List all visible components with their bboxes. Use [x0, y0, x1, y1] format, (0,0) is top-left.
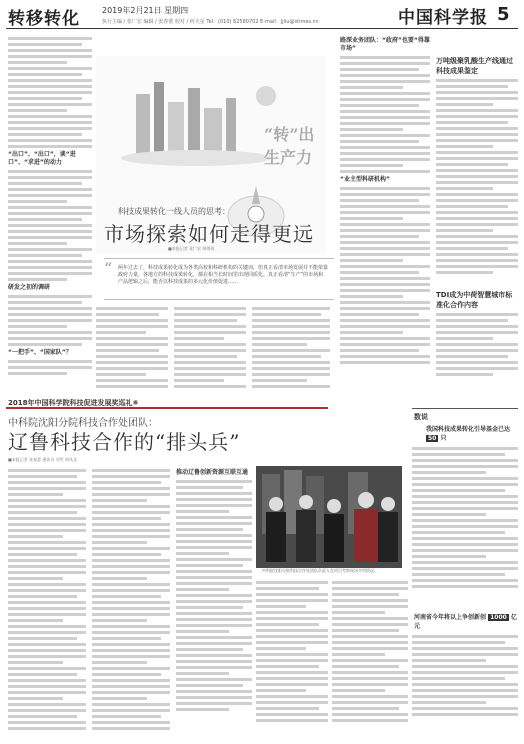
right-section-rule — [412, 408, 518, 409]
date-line: 2019年2月21日 星期四 — [102, 6, 189, 15]
header-meta — [102, 5, 319, 25]
right-column-text-3 — [412, 444, 518, 604]
data-section-tag: 数说 — [414, 413, 428, 421]
mid-body-column-1 — [96, 304, 168, 396]
header-rule — [6, 28, 518, 29]
box-byline: ■本报记者 张春蕾 通讯员 刘雪 周凤龙 — [8, 457, 77, 462]
award-series-title: 2018年中国科学院科技促进发展奖巡礼⑥ — [8, 399, 139, 407]
bottom-column-5 — [332, 578, 408, 738]
right-column-text-2 — [436, 310, 518, 390]
right-headline-1: 万吨级聚乳酸生产线通过科技成果鉴定 — [436, 57, 513, 75]
city-skyline-illustration — [116, 74, 286, 166]
team-photo — [256, 466, 402, 568]
red-rule — [6, 407, 328, 409]
feature-headline: 市场探索如何走得更远 — [104, 222, 314, 246]
right-column-text-1 — [436, 76, 518, 286]
left-subhead-1: “出口”、“出口”，谈“进口”、“求进”的动力 — [8, 151, 76, 166]
photo-caption: 中科院沈阳分院科技合作处团队负责人在项目考察现场介绍情况。 — [262, 568, 378, 573]
people-photo-image — [256, 466, 402, 568]
page-number: 5 — [497, 4, 510, 25]
editor-line: 执行主编 / 张广宏 编辑 / 张春蕾 校对 / 何天星 Tel：(010) 62580702 E-mail：jjliu@stimes.cn — [102, 19, 319, 25]
box-headline: 辽鲁科技合作的“排头兵” — [8, 430, 241, 454]
stat-2-number: 1000 — [490, 614, 507, 621]
bottom-column-head: 推动辽鲁创新资源互联互通 — [176, 469, 249, 476]
mid-body-column-2 — [174, 304, 246, 396]
bottom-column-2 — [92, 466, 170, 738]
stat-2-unit: 亿元 — [414, 614, 517, 630]
page-header — [0, 0, 524, 28]
pull-quote-text: 两年过去了，科技成果转化成为各类高校和科研机构的关键词，但真正看清市场发展并不能依靠政府力量，各地方的科技成果转化，都在相当长时间里出现同质化。真正看清“生产”的市场和产品逻辑之后，能否以科技成果的多元化价值促进…… — [118, 265, 329, 285]
bottom-column-1 — [8, 466, 86, 738]
mid-right-subheading: “业主型科研机构” — [340, 176, 390, 183]
section-title: 转移转化 — [8, 9, 80, 29]
mid-body-column-3 — [252, 304, 330, 396]
feature-kicker: 科技成果转化一线人员的思考： — [118, 207, 230, 216]
stat-1-text: 我国科技成果转化引导基金已达 — [426, 426, 511, 433]
mid-right-column-text — [340, 34, 430, 394]
left-column-text — [8, 34, 92, 394]
right-headline-2: TDI成为中荷智慧城市标准化合作内容 — [436, 291, 513, 309]
left-subhead-3: “一把手”、“国家队”？ — [8, 349, 72, 356]
quote-mark-icon: “ — [104, 259, 113, 278]
feature-byline: ■本报记者 张广宏 胡珉琦 — [168, 246, 215, 251]
stat-2 — [414, 612, 518, 630]
bottom-column-4 — [256, 578, 328, 738]
left-subhead-2: 研发之初的调研 — [8, 284, 51, 291]
feature-pull-quote — [104, 258, 334, 300]
stat-1-unit: 只 — [440, 435, 447, 442]
stat-1-number: 50 — [428, 435, 437, 442]
box-subtitle: 中科院沈阳分院科技合作处团队： — [8, 418, 158, 429]
stat-1 — [426, 424, 518, 442]
banner-word: “转”出生产力 — [264, 125, 315, 167]
right-column-text-4 — [412, 632, 518, 738]
bottom-column-3 — [176, 466, 252, 738]
stat-2-text: 河南省今年将以上争创新创 — [414, 614, 487, 621]
mid-right-heading: 路深业务团队：“政府”也要“得靠市场” — [340, 37, 430, 52]
newspaper-brand: 中国科学报 — [398, 8, 488, 28]
